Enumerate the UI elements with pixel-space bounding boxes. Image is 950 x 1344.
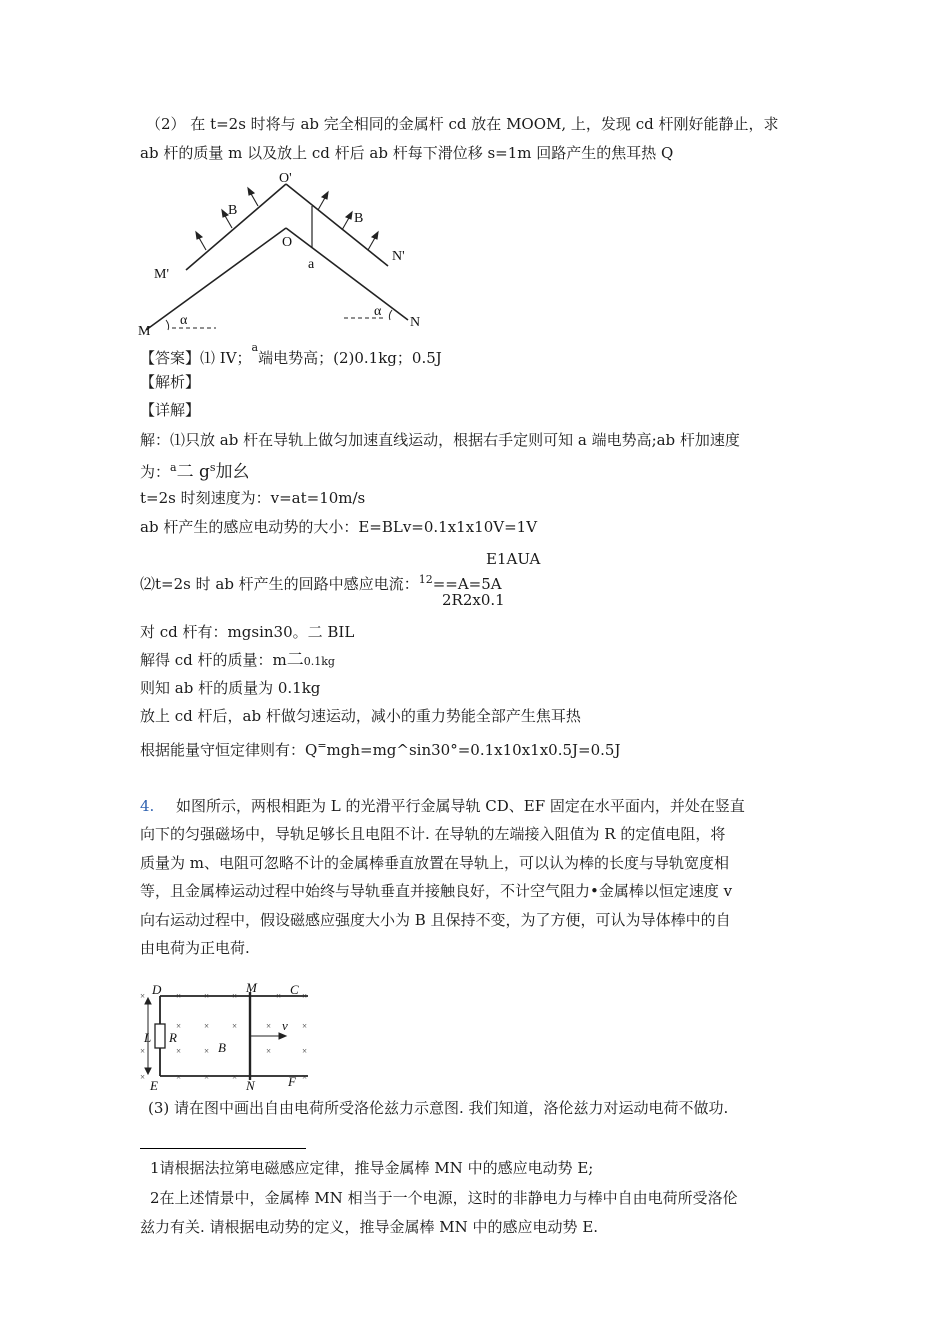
fraction-numerator: E1AUA <box>486 550 541 568</box>
rails-figure <box>136 170 436 338</box>
svg-text:×: × <box>302 1072 308 1082</box>
solution-line-8: 则知 ab 杆的质量为 0.1kg <box>140 679 321 697</box>
label-O: O <box>282 235 293 250</box>
svg-text:×: × <box>232 1072 238 1082</box>
problem-4-line-2: 向下的匀强磁场中，导轨足够长且电阻不计. 在导轨的左端接入阻值为 R 的定值电阻，将 <box>140 825 726 843</box>
upper-rail-right <box>286 184 388 266</box>
problem-4-line-5: 向右运动过程中，假设磁感应强度大小为 B 且保持不变，为了方便，可认为导体棒中的自 <box>140 911 731 929</box>
svg-text:×: × <box>232 991 238 1001</box>
detail-label: 【详解】 <box>140 401 201 419</box>
label-M-prime: M' <box>154 267 169 282</box>
svg-text:×: × <box>276 991 282 1001</box>
footnote-2-line-2: 兹力有关. 请根据电动势的定义，推导金属棒 MN 中的感应电动势 E. <box>140 1218 599 1236</box>
label-F: F <box>288 1074 296 1089</box>
problem-4-line-3: 质量为 m、电阻可忽略不计的金属棒垂直放置在导轨上，可以认为棒的长度与导轨宽度相 <box>140 854 729 872</box>
svg-text:×: × <box>232 1021 238 1031</box>
resistor-R <box>155 1024 165 1048</box>
footnote-2-line-1: 2在上述情景中，金属棒 MN 相当于一个电源，这时的非静电力与棒中自由电荷所受洛伦 <box>150 1189 738 1207</box>
lower-rail-right <box>286 228 408 320</box>
label-B: B <box>218 1040 226 1055</box>
q2-line-2: ab 杆的质量 m 以及放上 cd 杆后 ab 杆每下滑位移 s=1m 回路产生的焦耳热 Q <box>140 144 674 162</box>
footnote-rule <box>140 1148 306 1149</box>
label-a: a <box>308 257 315 272</box>
label-O-prime: O' <box>279 171 292 186</box>
label-C: C <box>290 982 299 997</box>
question-3: (3) 请在图中画出自由电荷所受洛伦兹力示意图. 我们知道，洛伦兹力对运动电荷不做功. <box>148 1099 729 1117</box>
svg-text:×: × <box>140 991 146 1001</box>
solution-line-4: ab 杆产生的感应电动势的大小：E=BLv=0.1x1x10V=1V <box>140 518 538 536</box>
svg-text:×: × <box>302 1021 308 1031</box>
solution-line-2: 为：$^a$二 $g^s$加幺 <box>140 461 250 482</box>
problem-4-line-6: 由电荷为正电荷. <box>140 939 250 957</box>
svg-text:×: × <box>204 1072 210 1082</box>
svg-text:×: × <box>204 1021 210 1031</box>
footnote-1: 1请根据法拉第电磁感应定律，推导金属棒 MN 中的感应电动势 E; <box>150 1159 594 1177</box>
svg-text:×: × <box>302 991 308 1001</box>
solution-line-3: t=2s 时刻速度为：v=at=10m/s <box>140 489 366 507</box>
svg-text:×: × <box>266 1046 272 1056</box>
answer-label: 【答案】 <box>140 349 201 367</box>
label-N: N <box>246 1078 255 1092</box>
svg-text:×: × <box>176 991 182 1001</box>
q2-line-1: （2） 在 t=2s 时将与 ab 完全相同的金属杆 cd 放在 MOOM, 上，发现 cd 杆刚好能静止，求 <box>146 115 779 133</box>
upper-rail-left <box>186 184 286 270</box>
label-E: E <box>150 1078 158 1092</box>
label-R: R <box>169 1030 177 1045</box>
problem-4-number: 4. <box>140 797 155 815</box>
label-M: M <box>246 982 257 995</box>
label-N: N <box>410 315 421 330</box>
label-alpha-right: α <box>374 304 382 319</box>
solution-line-9: 放上 cd 杆后，ab 杆做匀速运动，减小的重力势能全部产生焦耳热 <box>140 707 581 725</box>
label-B-left: B <box>228 203 238 218</box>
label-v: v <box>282 1018 288 1033</box>
svg-text:×: × <box>204 1046 210 1056</box>
circuit-figure <box>136 982 316 1092</box>
solution-line-5: ⑵t=2s 时 ab 杆产生的回路中感应电流：$^{12}$==A=5A <box>140 573 502 593</box>
problem-4-line-1: 如图所示，两根相距为 L 的光滑平行金属导轨 CD、EF 固定在水平面内，并处在竖直 <box>176 797 745 815</box>
label-L: L <box>144 1030 152 1045</box>
analysis-label: 【解析】 <box>140 373 201 391</box>
svg-text:×: × <box>176 1046 182 1056</box>
solution-line-7: 解得 cd 杆的质量：m二0.1kg <box>140 650 335 670</box>
svg-text:×: × <box>176 1072 182 1082</box>
svg-text:×: × <box>140 1072 146 1082</box>
svg-text:×: × <box>204 991 210 1001</box>
label-alpha-left: α <box>180 313 188 328</box>
svg-text:×: × <box>302 1046 308 1056</box>
solution-line-1: 解：⑴只放 ab 杆在导轨上做匀加速直线运动，根据右手定则可知 a 端电势高;ab 杆加速度 <box>140 431 740 449</box>
label-B-right: B <box>354 211 364 226</box>
label-D: D <box>152 982 162 997</box>
label-M: M <box>138 324 151 338</box>
solution-line-10: 根据能量守恒定律则有：Q=mgh=mg^sin30°=0.1x10x1x0.5J=0.5J <box>140 739 621 759</box>
svg-text:×: × <box>266 1021 272 1031</box>
label-N-prime: N' <box>392 249 405 264</box>
svg-text:×: × <box>140 1046 146 1056</box>
answer-line: 【答案】⑴ IV；$^a$端电势高；(2)0.1kg；0.5J <box>140 341 442 367</box>
solution-line-6: 对 cd 杆有：mgsin30。二 BIL <box>140 623 355 641</box>
fraction-denominator: 2R2x0.1 <box>442 591 505 609</box>
problem-4-line-4: 等，且金属棒运动过程中始终与导轨垂直并接触良好，不计空气阻力•金属棒以恒定速度 v <box>140 882 733 900</box>
svg-text:×: × <box>176 1021 182 1031</box>
